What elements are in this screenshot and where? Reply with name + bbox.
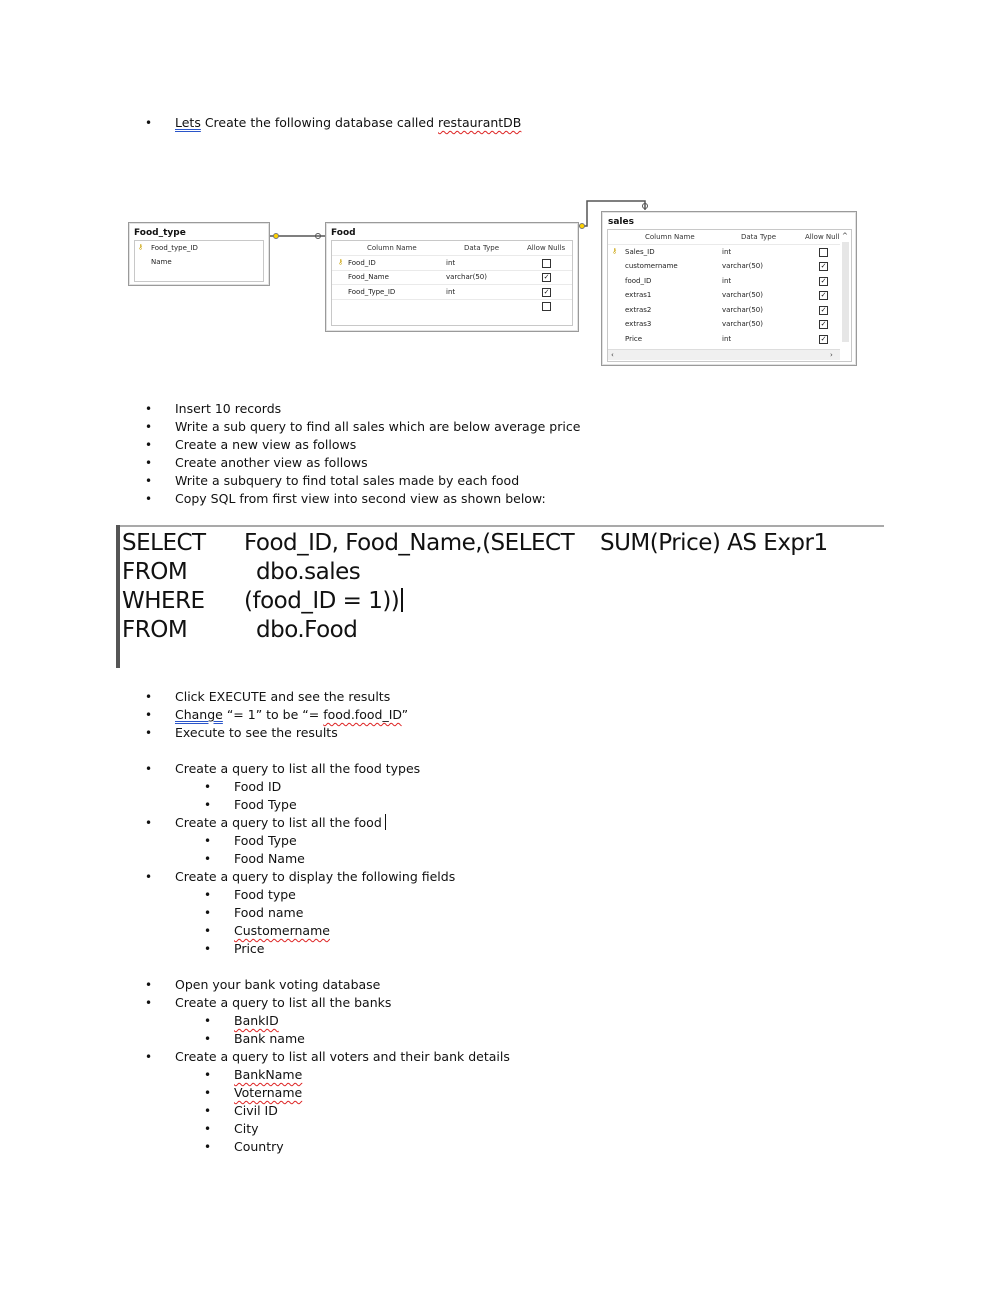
sub-item: Food name (234, 905, 304, 920)
intro-text: Create the following database called (200, 115, 438, 130)
task-item: Execute to see the results (175, 725, 338, 740)
scroll-right-icon[interactable]: › (830, 351, 833, 359)
sql-keyword-select: SELECT (122, 530, 206, 556)
task-item: Write a subquery to find total sales made by each food (175, 473, 520, 488)
sql-table-food: dbo.Food (256, 617, 358, 643)
header-allow-null: Allow Null (805, 233, 840, 241)
allow-null-checkbox[interactable]: ✓ (820, 277, 827, 285)
header-allow-nulls: Allow Nulls (527, 244, 566, 252)
sub-item: BankName (234, 1067, 303, 1082)
scroll-left-icon[interactable]: ‹ (611, 351, 614, 359)
task-item: Open your bank voting database (175, 977, 381, 992)
scroll-up-icon[interactable]: ^ (842, 232, 848, 240)
task-item: Create another view as follows (175, 455, 368, 470)
task-item: Copy SQL from first view into second view as shown below: (175, 491, 546, 506)
food-type-col-2: Name (151, 258, 172, 266)
sales-col-type: varchar(50) (722, 262, 763, 270)
food-type-col-1: Food_type_ID (151, 244, 198, 252)
header-data-type: Data Type (464, 244, 500, 252)
sql-table-sales: dbo.sales (256, 559, 361, 585)
allow-null-checkbox[interactable] (819, 248, 828, 257)
sub-item: Food Type (234, 797, 297, 812)
sales-col-type: varchar(50) (722, 320, 763, 328)
food-type-title: Food_type (134, 228, 186, 238)
task-item: Create a query to display the following fields (175, 869, 456, 884)
sales-col-type: varchar(50) (722, 291, 763, 299)
sub-item: Civil ID (234, 1103, 278, 1118)
food-col-name: Food_Type_ID (348, 288, 396, 296)
sql-keyword-from: FROM (122, 617, 188, 643)
task-item: Click EXECUTE and see the results (175, 689, 391, 704)
sales-col-name: Price (625, 335, 643, 343)
sales-col-name: extras1 (625, 291, 652, 299)
header-column-name: Column Name (645, 233, 695, 241)
sales-col-name: customername (625, 262, 678, 270)
header-data-type: Data Type (741, 233, 777, 241)
food-col-type: int (446, 288, 456, 296)
key-icon: ⚷ (138, 243, 144, 251)
sub-item: Food type (234, 887, 296, 902)
allow-null-checkbox[interactable]: ✓ (543, 273, 550, 281)
food-col-name: Food_ID (348, 259, 376, 267)
sales-columns (607, 229, 852, 362)
key-icon: ⚷ (338, 258, 344, 266)
sub-item: Food ID (234, 779, 282, 794)
task-item: Insert 10 records (175, 401, 282, 416)
sub-item: Country (234, 1139, 284, 1154)
horizontal-scrollbar[interactable] (608, 349, 840, 360)
task-item: Change “= 1” to be “= food.food_ID” (175, 707, 409, 722)
sub-item: Food Type (234, 833, 297, 848)
text-cursor (385, 814, 386, 830)
sub-item: BankID (234, 1013, 279, 1028)
sub-item: Bank name (234, 1031, 305, 1046)
allow-null-checkbox[interactable]: ✓ (820, 291, 827, 299)
food-table[interactable] (325, 222, 579, 332)
task-item: Write a sub query to find all sales which are below average price (175, 419, 581, 434)
sql-keyword-from: FROM (122, 559, 188, 585)
food-col-type: int (446, 259, 456, 267)
sql-keyword-where: WHERE (122, 588, 205, 614)
sales-col-type: int (722, 277, 732, 285)
bullet: • (145, 116, 153, 130)
allow-null-checkbox[interactable]: ✓ (820, 262, 827, 270)
sales-col-type: int (722, 335, 732, 343)
sales-table[interactable] (601, 211, 857, 366)
food-col-type: varchar(50) (446, 273, 487, 281)
allow-null-checkbox[interactable]: ✓ (820, 306, 827, 314)
task-item: Create a query to list all the food types (175, 761, 421, 776)
allow-null-checkbox[interactable]: ✓ (820, 335, 827, 343)
sales-title: sales (608, 217, 634, 227)
sql-condition: (food_ID = 1)) (244, 588, 403, 614)
food-title: Food (331, 228, 356, 238)
allow-null-checkbox[interactable]: ✓ (820, 320, 827, 328)
sales-col-name: Sales_ID (625, 248, 655, 256)
sales-col-name: extras2 (625, 306, 652, 314)
sub-item: Food Name (234, 851, 305, 866)
sales-col-name: extras3 (625, 320, 652, 328)
key-icon: ⚷ (612, 247, 618, 255)
food-type-columns (134, 240, 264, 282)
sql-columns: Food_ID, Food_Name,(SELECT (244, 530, 575, 556)
lets-word: Lets (175, 115, 201, 130)
allow-null-checkbox[interactable]: ✓ (543, 288, 550, 296)
task-item: Create a query to list all the banks (175, 995, 392, 1010)
sub-item: Votername (234, 1085, 303, 1100)
sales-col-type: varchar(50) (722, 306, 763, 314)
sql-expr: SUM(Price) AS Expr1 (600, 530, 828, 556)
food-columns (331, 240, 573, 326)
sql-screenshot (116, 525, 884, 668)
allow-null-checkbox[interactable] (542, 259, 551, 268)
task-item: Create a query to list all voters and their bank details (175, 1049, 510, 1064)
sub-item: City (234, 1121, 259, 1136)
vertical-scrollbar[interactable] (842, 242, 849, 342)
sales-col-name: food_ID (625, 277, 652, 285)
allow-null-checkbox[interactable] (542, 302, 551, 311)
sales-col-type: int (722, 248, 732, 256)
sub-item: Price (234, 941, 265, 956)
restaurantdb-word: restaurantDB (438, 115, 522, 130)
task-item: Create a new view as follows (175, 437, 357, 452)
food-type-table[interactable] (128, 222, 270, 286)
sub-item: Customername (234, 923, 330, 938)
food-col-name: Food_Name (348, 273, 389, 281)
header-column-name: Column Name (367, 244, 417, 252)
task-item: Create a query to list all the food (175, 814, 386, 832)
